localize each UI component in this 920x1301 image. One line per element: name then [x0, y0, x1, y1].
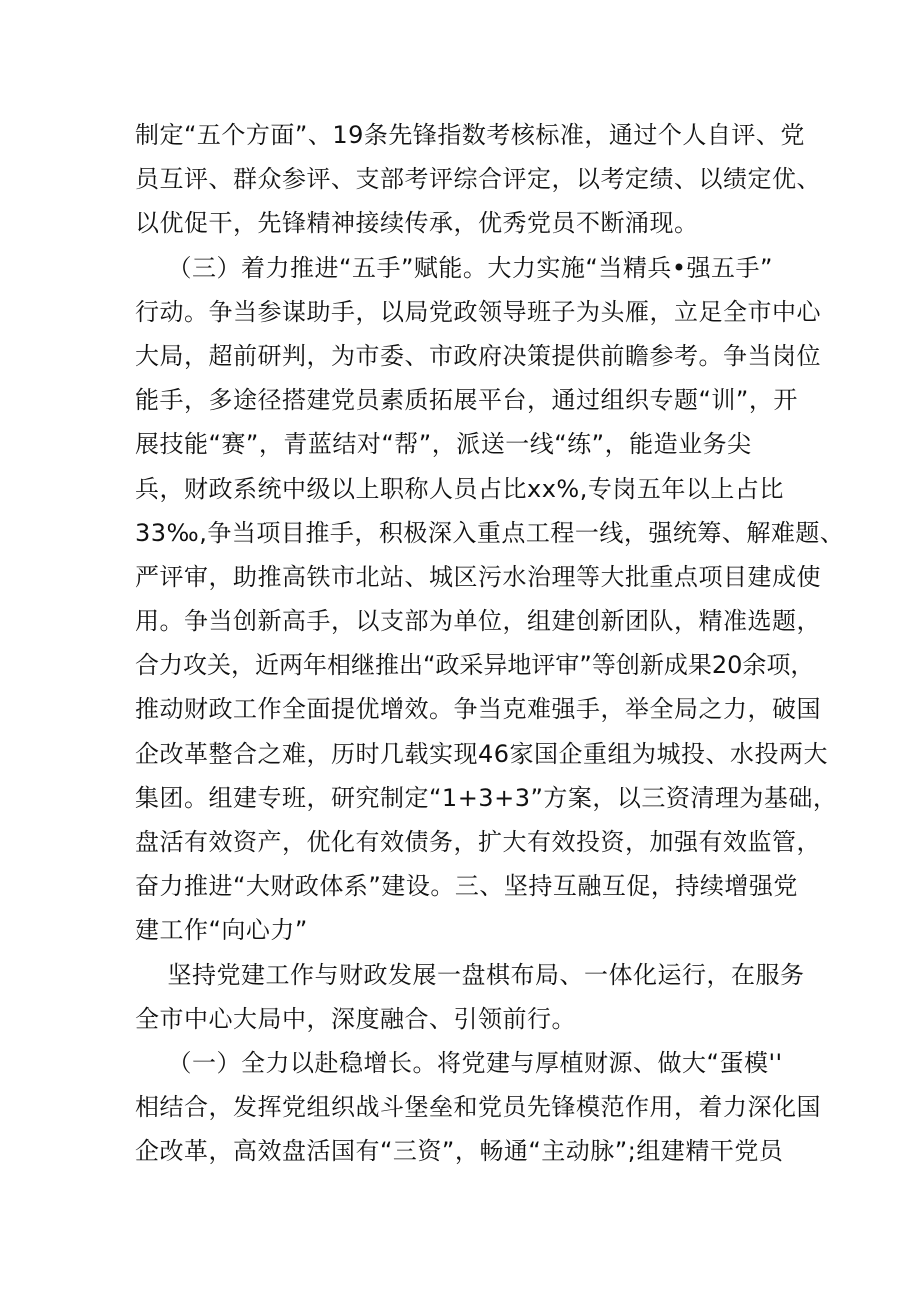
text-line: 展技能“赛”，青蓝结对“帮”，派送一线“练”，能造业务尖	[135, 430, 752, 459]
text-line: 相结合，发挥党组织战斗堡垒和党员先锋模范作用，着力深化国	[135, 1093, 821, 1122]
text-line: 33‰,争当项目推手，积极深入重点工程一线，强统筹、解难题、	[135, 518, 845, 547]
text-line: 推动财政工作全面提优增效。争当克难强手，举全局之力，破国	[135, 695, 821, 724]
text-line: 严评审，助推高铁市北站、城区污水治理等大批重点项目建成使	[135, 562, 821, 591]
document-body	[135, 113, 845, 1174]
text-line: 集团。组建专班，研究制定“1+3+3”方案，以三资清理为基础，	[135, 783, 838, 812]
text-line: 兵，财政系统中级以上职称人员占比xx%,专岗五年以上占比	[135, 474, 784, 503]
text-line: 盘活有效资产，优化有效债务，扩大有效投资，加强有效监管，	[135, 828, 821, 856]
text-line: 奋力推进“大财政体系”建设。三、坚持互融互促，持续增强党	[135, 872, 798, 901]
text-line: 能手，多途径搭建党员素质拓展平台，通过组织专题“训”，开	[135, 386, 798, 415]
text-line: 合力攻关，近两年相继推出“政采异地评审”等创新成果20余项，	[135, 651, 815, 680]
text-line: 大局，超前研判，为市委、市政府决策提供前瞻参考。争当岗位	[135, 341, 821, 370]
text-line: 用。争当创新高手，以支部为单位，组建创新团队，精准选题，	[135, 607, 821, 636]
text-line: 建工作“向心力”	[135, 916, 308, 945]
text-line: 员互评、群众参评、支部考评综合评定，以考定绩、以绩定优、	[135, 165, 821, 194]
text-line: 全市中心大局中，深度融合、引领前行。	[135, 1004, 576, 1033]
text-line: 企改革，高效盘活国有“三资”，畅通“主动脉”;组建精干党员	[135, 1137, 784, 1166]
section-heading-line: （一）全力以赴稳增长。将党建与厚植财源、做大“蛋模''	[135, 1048, 783, 1077]
section-heading-line: （三）着力推进“五手”赋能。大力实施“当精兵•强五手”	[135, 253, 773, 282]
text-line: 以优促干，先锋精神接续传承，优秀党员不断涌现。	[135, 209, 699, 238]
text-line: 制定“五个方面”、19条先锋指数考核标准，通过个人自评、党	[135, 121, 805, 149]
text-line: 行动。争当参谋助手，以局党政领导班子为头雁，立足全市中心	[135, 297, 821, 326]
text-line: 企改革整合之难，历时几载实现46家国企重组为城投、水投两大	[135, 739, 829, 768]
paragraph-start-line: 坚持党建工作与财政发展一盘棋布局、一体化运行，在服务	[135, 960, 805, 989]
